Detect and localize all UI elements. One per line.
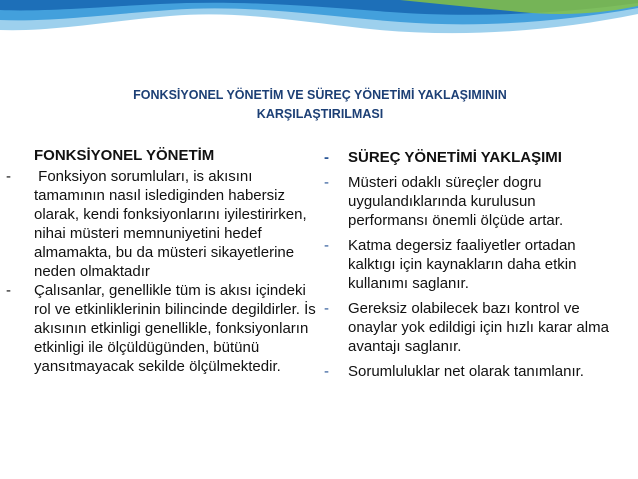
title-line-1: FONKSİYONEL YÖNETİM VE SÜREÇ YÖNETİMİ YAKLAŞIMININ <box>133 88 507 102</box>
list-item-text: Katma degersiz faaliyetler ortadan kalktıgı için kaynakların daha etkin kullanımı saglanır. <box>348 237 577 292</box>
bullet-dash: - <box>6 168 11 185</box>
list-item <box>318 173 618 230</box>
functional-management-heading <box>0 146 320 165</box>
bullet-dash: - <box>324 300 329 317</box>
list-item <box>0 281 320 376</box>
list-item-text: Gereksiz olabilecek bazı kontrol ve onaylar yok edildigi için hızlı karar alma avantajı saglanır. <box>348 300 609 355</box>
wave-decoration <box>0 0 638 46</box>
list-item-text: Sorumluluklar net olarak tanımlanır. <box>348 363 584 380</box>
list-item-text: Müsteri odaklı süreçler dogru uygulandıklarında kurulusun performansı önemli ölçüde artar. <box>348 174 564 229</box>
list-item <box>0 167 320 281</box>
list-item-text: Fonksiyon sorumluları, is akısını tamamının nasıl islediginden habersiz olarak, kendi fonksiyonlarını iyilestirirken, nihai müsteri memnuniyetini hedef almamakta, bu da müsteri sikayetlerine neden olmaktadır <box>34 168 311 280</box>
list-item <box>318 236 618 293</box>
bullet-dash: - <box>324 237 329 254</box>
left-heading-text: FONKSİYONEL YÖNETİM <box>34 147 215 164</box>
title-line-2: KARŞILAŞTIRILMASI <box>256 107 384 121</box>
bullet-dash: - <box>324 363 329 380</box>
process-management-heading <box>318 148 618 167</box>
bullet-dash: - <box>6 282 11 299</box>
functional-management-column <box>0 146 320 376</box>
right-heading-text: SÜREÇ YÖNETİMİ YAKLAŞIMI <box>348 149 562 166</box>
process-management-column <box>318 148 618 387</box>
bullet-dash: - <box>324 174 329 191</box>
list-item <box>318 362 618 381</box>
list-item-text: Çalısanlar, genellikle tüm is akısı içindeki rol ve etkinliklerinin bilincinde degildirler. İs akısının etkinligi genellikle, fonksiyonların etkinligi ile ölçüldügünden, bütünü yansıtmayacak sekilde ölçülmektedir. <box>34 282 316 375</box>
page-title <box>40 86 600 124</box>
bullet-dash: - <box>324 149 329 166</box>
list-item <box>318 299 618 356</box>
header-decoration <box>0 0 638 46</box>
